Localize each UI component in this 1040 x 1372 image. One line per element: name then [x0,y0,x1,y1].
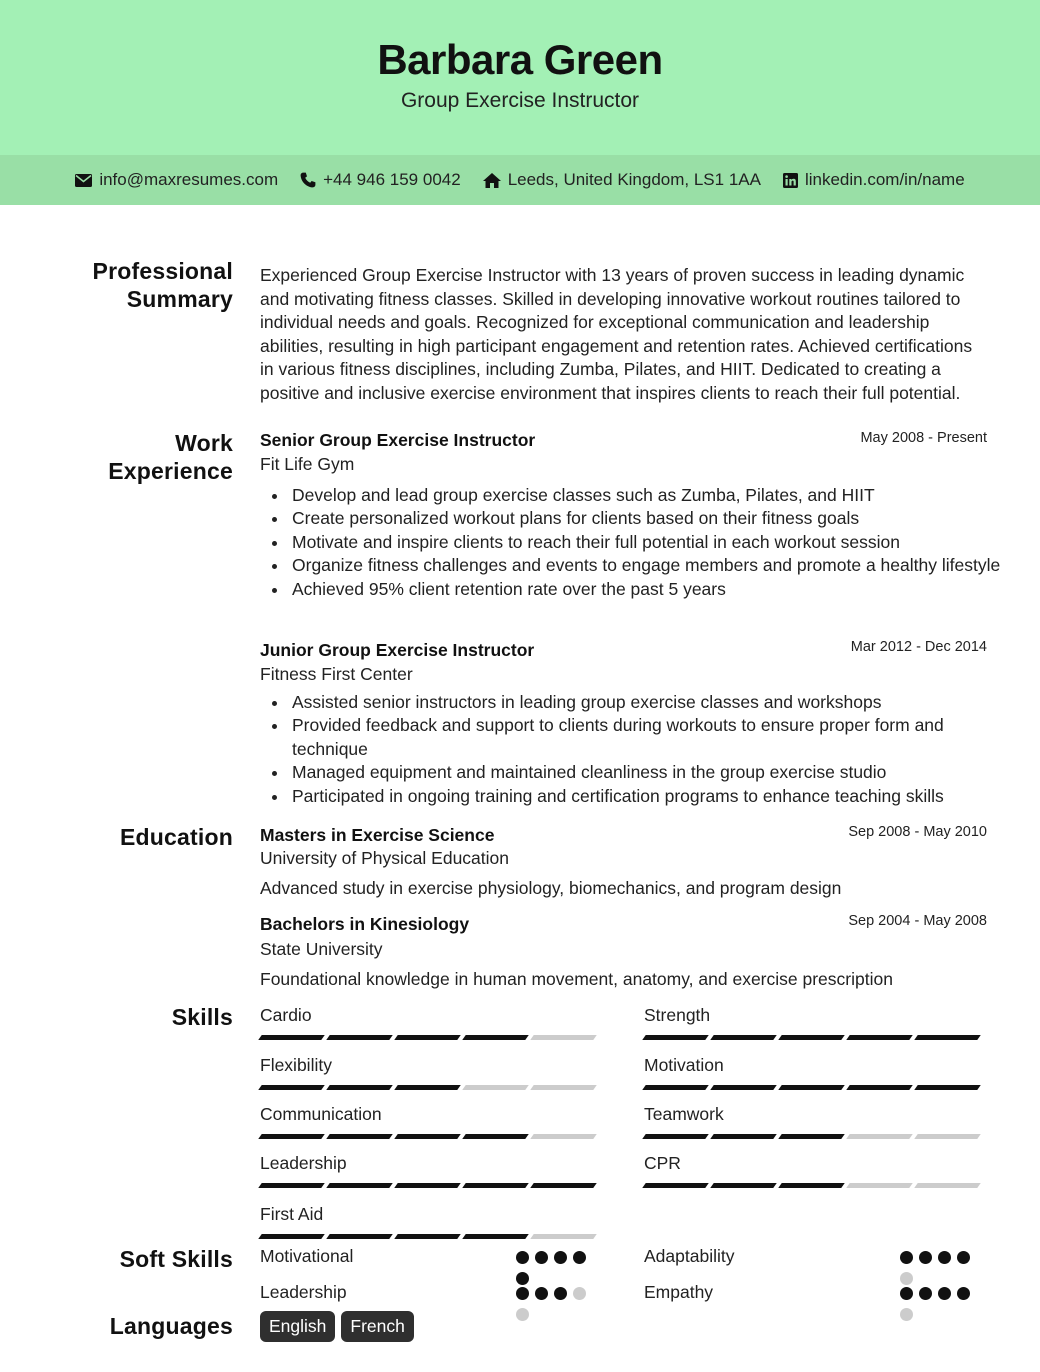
section-label-summary [93,257,233,313]
bullet-item: Managed equipment and maintained cleanliness in the group exercise studio [292,761,1012,784]
soft-skill-item [644,1246,987,1276]
language-tag: French [341,1311,413,1342]
rating-dot [573,1251,586,1264]
contact-address [483,170,761,190]
soft-skill-name: Adaptability [644,1246,735,1266]
skill-segment [778,1085,845,1090]
skill-name: Motivation [644,1055,724,1075]
skill-segment [642,1035,709,1040]
languages-list [260,1311,420,1342]
skill-segment [530,1134,597,1139]
rating-dot [900,1251,913,1264]
contact-linkedin[interactable] [783,170,965,190]
job-title: Senior Group Exercise Instructor [260,430,536,450]
skill-bar [644,1183,987,1188]
skill-name: Cardio [260,1005,312,1025]
skill-segment [778,1035,845,1040]
skill-name: Flexibility [260,1055,332,1075]
candidate-title: Group Exercise Instructor [400,89,640,112]
skill-name: Leadership [260,1153,347,1173]
summary-label-line1: Professional [92,258,233,284]
skill-item [260,1005,603,1040]
skill-segment [394,1183,461,1188]
bullet-item: Achieved 95% client retention rate over the past 5 years [292,578,1012,601]
rating-dot [957,1287,970,1300]
linkedin-icon [783,173,798,188]
skill-segment [778,1183,845,1188]
bullet-item: Create personalized workout plans for clients based on their fitness goals [292,507,1012,530]
skill-segment [258,1134,325,1139]
skill-item [644,1005,987,1040]
job-bullets [260,691,1012,808]
contact-phone[interactable] [300,170,461,190]
job-title: Junior Group Exercise Instructor [260,640,535,660]
skill-segment [326,1035,393,1040]
soft-skill-dots [516,1287,596,1329]
bullet-item: Motivate and inspire clients to reach their full potential in each workout session [292,531,1012,554]
skill-bar [260,1134,603,1139]
skill-segment [462,1035,529,1040]
email-text: info@maxresumes.com [99,170,279,189]
soft-skill-name: Leadership [260,1282,347,1302]
skill-segment [326,1134,393,1139]
candidate-name: Barbara Green [377,36,663,83]
skill-segment [710,1035,777,1040]
home-icon [483,173,501,188]
skill-segment [326,1183,393,1188]
skill-bar [644,1035,987,1040]
skill-segment [394,1085,461,1090]
bullet-item: Assisted senior instructors in leading group exercise classes and workshops [292,691,1012,714]
skill-bar [260,1035,603,1040]
skill-bar [260,1183,603,1188]
job-date: May 2008 - Present [860,430,987,446]
degree-title: Masters in Exercise Science [260,825,495,845]
rating-dot [938,1251,951,1264]
section-label-languages: Languages [109,1313,233,1339]
skill-item [644,1153,987,1188]
skill-segment [914,1035,981,1040]
skill-segment [530,1035,597,1040]
skill-item [260,1204,603,1239]
education-desc: Foundational knowledge in human movement, anatomy, and exercise prescription [260,969,893,989]
skill-name: Communication [260,1104,382,1124]
summary-text: Experienced Group Exercise Instructor with 13 years of proven success in leading dynamic and motivating fitness classes. Skilled in developing innovative workout routines tailored to individual needs and goals. Recognized for exceptional communication and leadership abilities, resulting in high participant engagement and retention rates. Achieved certifications in various fitness disciplines, including Zumba, Pilates, and HIIT. Dedicated to creating a positive and inclusive exercise environment that inspires clients to reach their full potential. [260,265,973,403]
bullet-item: Organize fitness challenges and events to engage members and promote a healthy lifestyle [292,554,1012,577]
linkedin-text: linkedin.com/in/name [804,170,965,189]
skill-segment [914,1085,981,1090]
school-name: State University [260,939,383,959]
soft-skill-item [260,1282,603,1312]
skill-item [644,1055,987,1090]
skill-bar [260,1085,603,1090]
job-bullets [260,484,1012,601]
skill-segment [326,1085,393,1090]
skill-name: Teamwork [644,1104,724,1124]
rating-dot [554,1251,567,1264]
skill-segment [462,1234,529,1239]
soft-skill-item [644,1282,987,1312]
rating-dot [900,1287,913,1300]
bullet-item: Provided feedback and support to clients during workouts to ensure proper form and technique [292,714,1012,761]
soft-skill-dots [900,1287,980,1329]
resume-header [0,0,1040,155]
education-date: Sep 2004 - May 2008 [848,913,987,929]
contact-bar [0,155,1040,205]
skill-segment [710,1085,777,1090]
skill-segment [462,1134,529,1139]
skill-segment [258,1035,325,1040]
skill-item [260,1055,603,1090]
skill-item [260,1104,603,1139]
rating-dot [919,1251,932,1264]
school-name: University of Physical Education [260,848,509,868]
address-text: Leeds, United Kingdom, LS1 1AA [507,170,761,189]
skill-segment [326,1234,393,1239]
section-label-skills: Skills [171,1004,233,1030]
section-label-soft-skills: Soft Skills [119,1246,233,1272]
skill-segment [642,1134,709,1139]
rating-dot [938,1287,951,1300]
envelope-icon [75,174,92,187]
job-company: Fitness First Center [260,664,413,684]
skill-segment [710,1183,777,1188]
soft-skill-name: Motivational [260,1246,354,1266]
soft-skill-item [260,1246,603,1276]
rating-dot [535,1287,548,1300]
skill-item [260,1153,603,1188]
rating-dot [957,1251,970,1264]
degree-title: Bachelors in Kinesiology [260,914,470,934]
bullet-item: Develop and lead group exercise classes such as Zumba, Pilates, and HIIT [292,484,1012,507]
soft-skill-name: Empathy [644,1282,714,1302]
skill-segment [530,1085,597,1090]
skill-name: CPR [644,1153,681,1173]
phone-text: +44 946 159 0042 [323,170,461,189]
skill-segment [914,1183,981,1188]
contact-email[interactable] [75,170,278,190]
summary-label-line2: Summary [126,286,233,312]
section-label-work [108,429,233,485]
skill-segment [846,1035,913,1040]
work-label-line2: Experience [108,458,233,484]
education-date: Sep 2008 - May 2010 [848,824,987,840]
skill-name: First Aid [260,1204,324,1224]
skill-segment [846,1134,913,1139]
skill-segment [258,1183,325,1188]
rating-dot [516,1251,529,1264]
skill-segment [530,1183,597,1188]
language-tag: English [260,1311,335,1342]
skill-segment [846,1183,913,1188]
skill-segment [710,1134,777,1139]
work-label-line1: Work [175,430,233,456]
skill-segment [258,1234,325,1239]
rating-dot [516,1308,529,1321]
bullet-item: Participated in ongoing training and certification programs to enhance teaching skills [292,785,1012,808]
skill-bar [260,1234,603,1239]
rating-dot [554,1287,567,1300]
skill-item [644,1104,987,1139]
skill-segment [462,1085,529,1090]
rating-dot [900,1308,913,1321]
rating-dot [535,1251,548,1264]
job-company: Fit Life Gym [260,454,355,474]
skill-segment [642,1183,709,1188]
education-desc: Advanced study in exercise physiology, biomechanics, and program design [260,878,842,898]
phone-icon [300,172,316,188]
skill-segment [530,1234,597,1239]
section-label-education: Education [120,824,233,850]
skill-segment [258,1085,325,1090]
skill-segment [394,1234,461,1239]
job-date: Mar 2012 - Dec 2014 [850,639,987,655]
skill-name: Strength [644,1005,711,1025]
skill-segment [778,1134,845,1139]
rating-dot [919,1287,932,1300]
rating-dot [573,1287,586,1300]
summary-section [260,264,987,406]
skill-bar [644,1085,987,1090]
skill-segment [642,1085,709,1090]
skill-segment [914,1134,981,1139]
skill-segment [394,1134,461,1139]
skill-bar [644,1134,987,1139]
skill-segment [462,1183,529,1188]
rating-dot [516,1287,529,1300]
skill-segment [394,1035,461,1040]
skill-segment [846,1085,913,1090]
